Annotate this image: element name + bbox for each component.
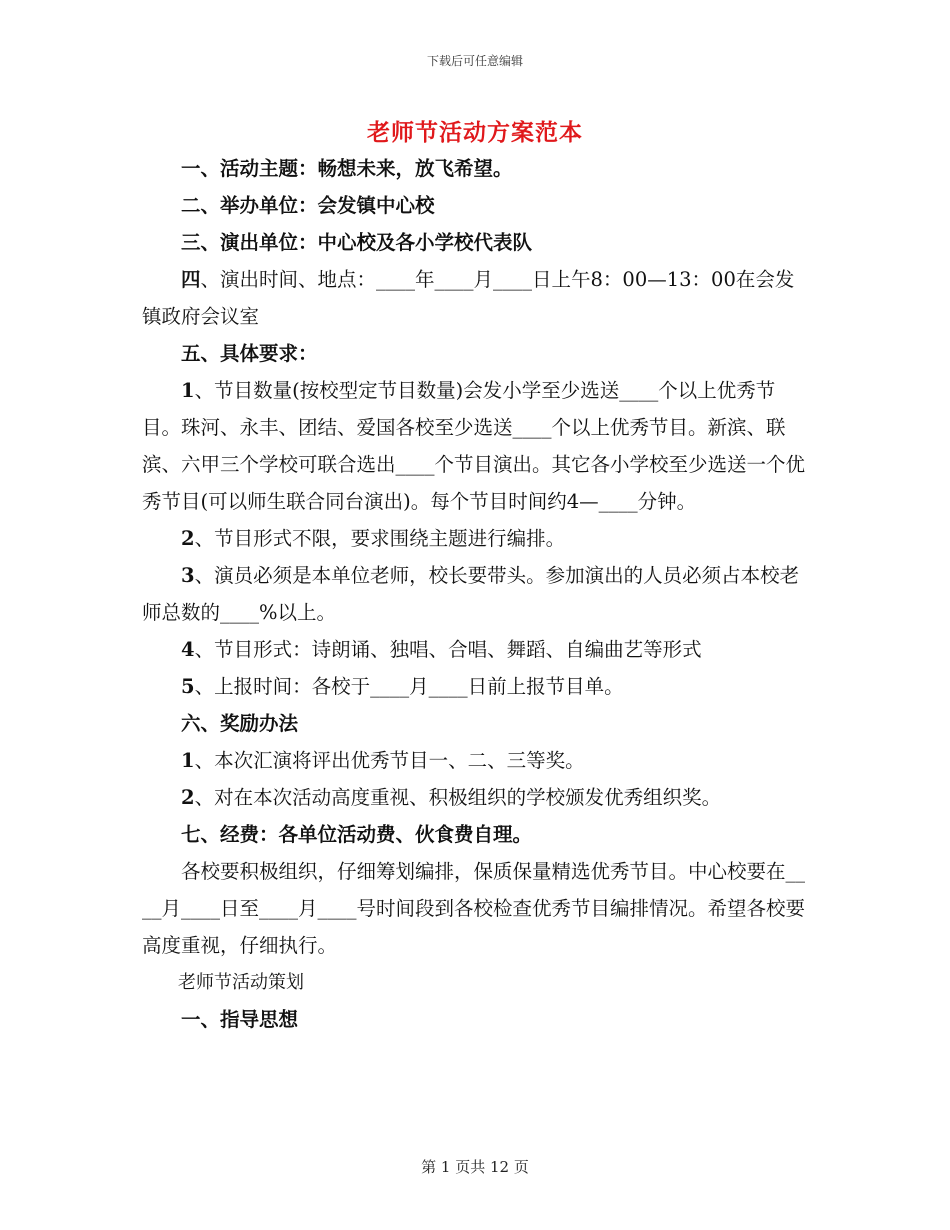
paragraph-4: [142, 261, 810, 335]
paragraph-text: 、演出时间、地点：____年____月____日上午8：00—13：00在会发镇政府会议室: [142, 268, 795, 328]
paragraph-7: [142, 520, 810, 557]
paragraph-text: 、演员必须是本单位老师，校长要带头。参加演出的人员必须占本校老师总数的____%以上。: [142, 564, 800, 624]
paragraph-3: 三、演出单位：中心校及各小学校代表队: [181, 231, 533, 254]
paragraph-14: 七、经费：各单位活动费、伙食费自理。: [181, 823, 533, 846]
paragraph-1: 一、活动主题：畅想未来，放飞希望。: [181, 157, 513, 180]
paragraph-17: 一、指导思想: [181, 1008, 299, 1031]
paragraph-lead: 2: [181, 527, 195, 550]
document-body: [142, 150, 810, 1038]
paragraph-text: 、上报时间：各校于____月____日前上报节目单。: [194, 675, 624, 698]
paragraph-text: 、对在本次活动高度重视、积极组织的学校颁发优秀组织奖。: [194, 786, 722, 809]
document-title: 老师节活动方案范本: [367, 119, 583, 146]
paragraph-2: 二、举办单位：会发镇中心校: [181, 194, 435, 217]
paragraph-5: 五、具体要求：: [181, 342, 318, 365]
paragraph-13: [142, 779, 810, 816]
paragraph-10: [142, 668, 810, 705]
paragraph-text: 、节目数量(按校型定节目数量)会发小学至少选送____个以上优秀节目。珠河、永丰、团结、爱国各校至少选送____个以上优秀节目。新滨、联滨、六甲三个学校可联合选出____个节目演出。其它各小学校至少选送一个优秀节目(可以师生联合同台演出)。每个节目时间约4—____分钟。: [142, 379, 806, 513]
paragraph-9: [142, 631, 810, 668]
paragraph-15: 各校要积极组织，仔细筹划编排，保质保量精选优秀节目。中心校要在____月____日至____月____号时间段到各校检查优秀节目编排情况。希望各校要高度重视，仔细执行。: [142, 860, 806, 957]
paragraph-text: 、节目形式：诗朗诵、独唱、合唱、舞蹈、自编曲艺等形式: [194, 638, 702, 661]
paragraph-8: [142, 557, 810, 631]
paragraph-text: 、本次汇演将评出优秀节目一、二、三等奖。: [194, 749, 585, 772]
paragraph-lead: 4: [181, 638, 195, 661]
paragraph-lead: 3: [181, 564, 195, 587]
paragraph-lead: 5: [181, 675, 195, 698]
paragraph-text: 、节目形式不限，要求围绕主题进行编排。: [194, 527, 566, 550]
page-header-note: 下载后可任意编辑: [426, 54, 523, 68]
paragraph-lead: 四: [181, 268, 201, 291]
paragraph-lead: 1: [181, 749, 195, 772]
page-number: 第 1 页共 12 页: [421, 1158, 529, 1176]
paragraph-12: [142, 742, 810, 779]
paragraph-6: [142, 372, 810, 520]
paragraph-lead: 1: [181, 379, 195, 402]
paragraph-11: 六、奖励办法: [181, 712, 299, 735]
paragraph-lead: 2: [181, 786, 195, 809]
paragraph-16: 老师节活动策划: [178, 972, 304, 993]
